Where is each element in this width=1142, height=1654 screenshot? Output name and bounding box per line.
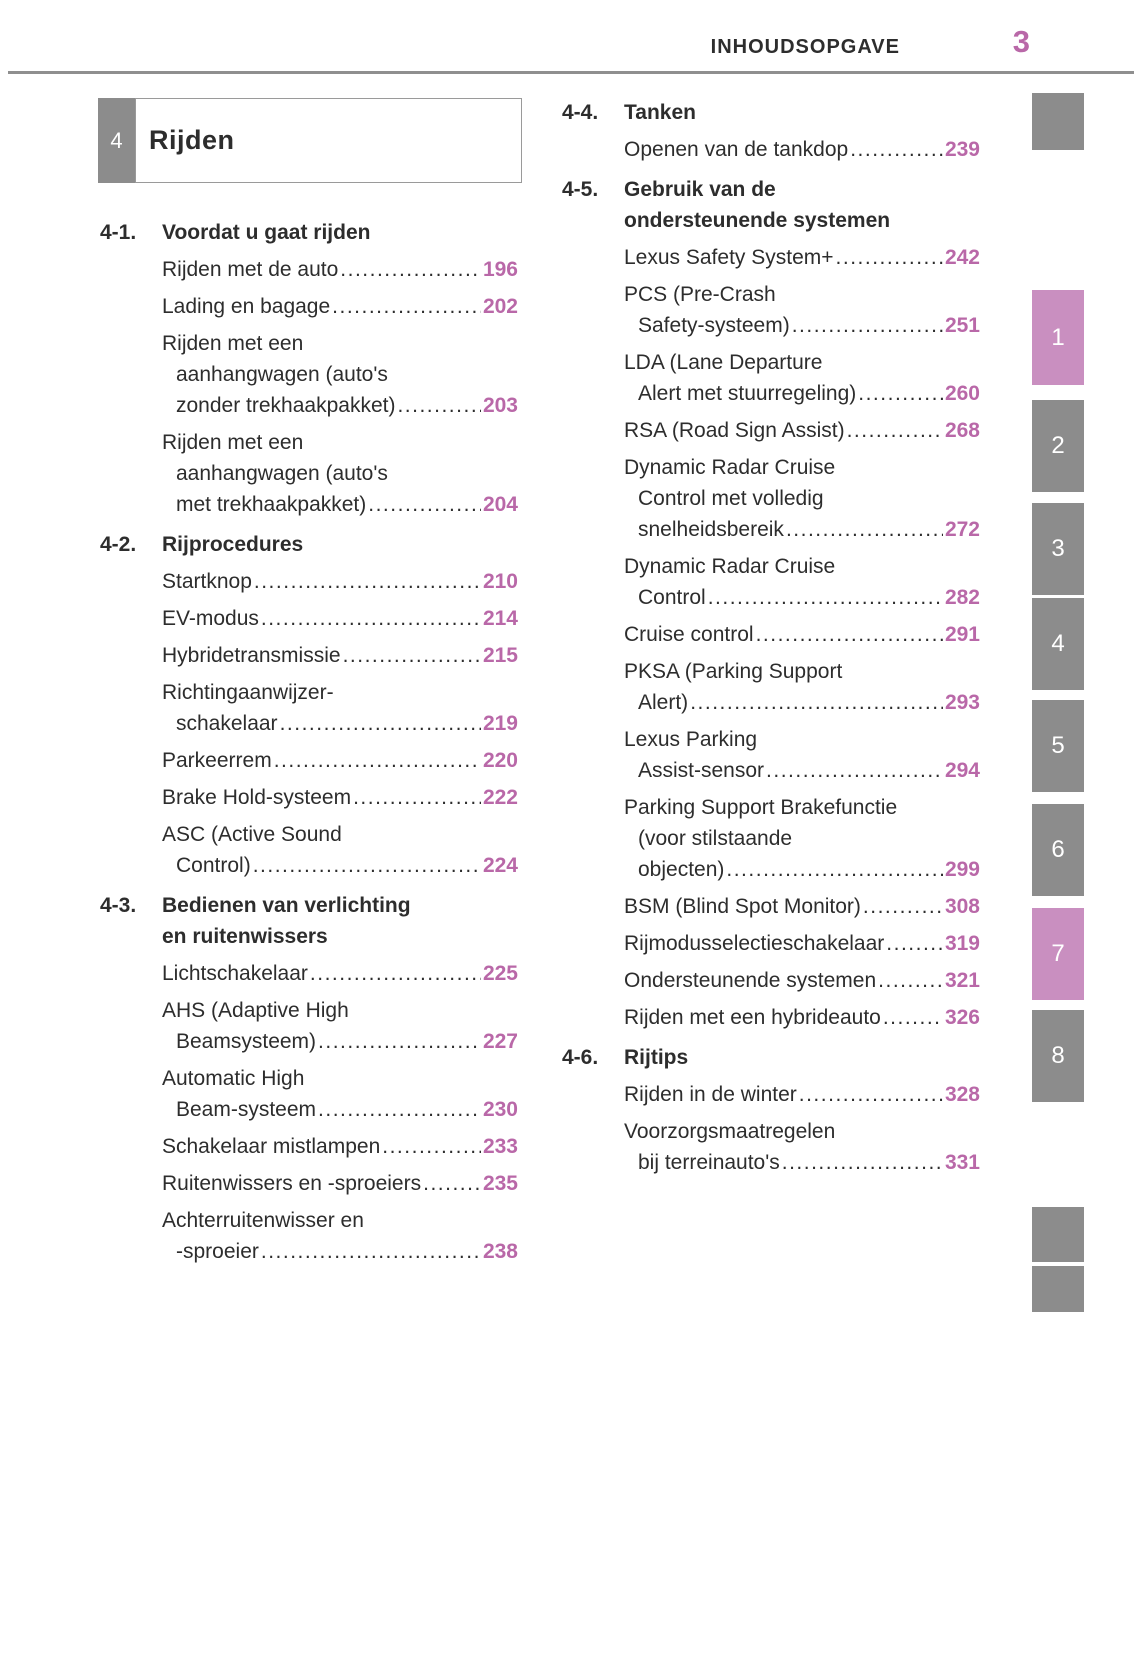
toc-items: [100, 566, 518, 881]
toc-entry-page: 203: [482, 394, 518, 417]
toc-entry-label: Beamsysteem): [176, 1030, 317, 1053]
toc-entry-label: Alert): [638, 691, 689, 714]
toc-entry-label: Brake Hold-systeem: [162, 786, 352, 809]
toc-entry-row: [624, 891, 980, 922]
toc-entry-page: 204: [482, 493, 518, 516]
dot-leader: [261, 1236, 481, 1267]
toc-entry-page: 220: [482, 749, 518, 772]
toc-entry: [624, 891, 980, 922]
toc-section-title-line: Rijtips: [624, 1046, 689, 1069]
toc-entry: [624, 965, 980, 996]
toc-entry: [162, 640, 518, 671]
toc-entry-label: Control): [176, 854, 251, 877]
toc-entry-row: [162, 1168, 518, 1199]
chapter-tab-3: 3: [1032, 503, 1084, 595]
toc-entry-row: [624, 514, 980, 545]
dot-leader: [253, 850, 481, 881]
toc-entry-label: Beam-systeem: [176, 1098, 317, 1121]
toc-entry: [624, 619, 980, 650]
dot-leader: [878, 965, 943, 996]
dot-leader: [847, 415, 943, 446]
toc-entry: [162, 1168, 518, 1199]
toc-entry: [162, 1205, 518, 1267]
toc-entry-label: Lading en bagage: [162, 295, 331, 318]
toc-section-title: [624, 174, 890, 236]
toc-entry-page: 239: [944, 138, 980, 161]
toc-section: [562, 1042, 980, 1178]
dot-leader: [863, 891, 943, 922]
toc-entry: [162, 1063, 518, 1125]
toc-entry: [624, 1079, 980, 1110]
toc-section-title-line: Gebruik van de: [624, 178, 776, 201]
dot-leader: [274, 745, 481, 776]
toc-section-heading: [100, 890, 518, 952]
toc-entry-page: 308: [944, 895, 980, 918]
dot-leader: [310, 958, 481, 989]
toc-entry-line: PCS (Pre-Crash: [624, 283, 776, 306]
toc-entry-row: [162, 390, 518, 421]
toc-entry-row: [162, 850, 518, 881]
toc-entry: [162, 291, 518, 322]
chapter-title: Rijden: [135, 98, 522, 183]
chapter-tab-blank: [1032, 1266, 1084, 1312]
dot-leader: [318, 1026, 481, 1057]
toc-section-heading: [562, 174, 980, 236]
toc-entry: [162, 566, 518, 597]
toc-section-number: 4-2.: [100, 533, 137, 556]
toc-section: [562, 174, 980, 1033]
toc-entry-page: 235: [482, 1172, 518, 1195]
dot-leader: [756, 619, 943, 650]
toc-section: [100, 529, 518, 881]
toc-entry-line: Rijden met een: [162, 431, 304, 454]
toc-entry-page: 214: [482, 607, 518, 630]
toc-entry-label: -sproeier: [176, 1240, 259, 1263]
toc-entry-label: EV-modus: [162, 607, 259, 630]
toc-entry: [162, 958, 518, 989]
toc-entry-label: Ondersteunende systemen: [624, 969, 877, 992]
chapter-tab-1: 1: [1032, 290, 1084, 385]
toc-section-title: [624, 1042, 688, 1073]
toc-entry-label: Rijden met de auto: [162, 258, 339, 281]
toc-entry: [624, 792, 980, 885]
toc-section-heading: [562, 1042, 980, 1073]
toc-entry-page: 196: [482, 258, 518, 281]
toc-entry-page: 210: [482, 570, 518, 593]
dot-leader: [858, 378, 943, 409]
toc-entry-line: aanhangwagen (auto's: [176, 462, 388, 485]
toc-entry-line: Dynamic Radar Cruise: [624, 456, 836, 479]
toc-entry-label: zonder trekhaakpakket): [176, 394, 396, 417]
toc-entry-label: schakelaar: [176, 712, 278, 735]
toc-entry-row: [624, 755, 980, 786]
toc-entry-line: Richtingaanwijzer-: [162, 681, 334, 704]
dot-leader: [786, 514, 943, 545]
toc-entry-page: 272: [944, 518, 980, 541]
toc-section: [562, 97, 980, 165]
toc-entry-row: [624, 310, 980, 341]
toc-entry-label: Parkeerrem: [162, 749, 272, 772]
toc-entry-page: 222: [482, 786, 518, 809]
toc-entry-line: ASC (Active Sound: [162, 823, 342, 846]
dot-leader: [280, 708, 481, 739]
dot-leader: [792, 310, 943, 341]
toc-section-title-line: en ruitenwissers: [162, 925, 328, 948]
toc-entry: [162, 995, 518, 1057]
dot-leader: [423, 1168, 481, 1199]
toc-entry-label: Assist-sensor: [638, 759, 765, 782]
toc-entry-row: [162, 958, 518, 989]
toc-entry: [624, 1002, 980, 1033]
chapter-tab-5: 5: [1032, 700, 1084, 792]
dot-leader: [368, 489, 481, 520]
toc-entry: [624, 724, 980, 786]
toc-section-number: 4-5.: [562, 178, 599, 201]
toc-entry: [624, 1116, 980, 1178]
toc-entry-row: [162, 254, 518, 285]
toc-entry-label: Control: [638, 586, 706, 609]
toc-entry: [624, 279, 980, 341]
toc-entry-row: [162, 1094, 518, 1125]
toc-entry-line: Rijden met een: [162, 332, 304, 355]
toc-entry-row: [162, 1026, 518, 1057]
chapter-tab-4: 4: [1032, 598, 1084, 690]
chapter-tab-6: 6: [1032, 804, 1084, 896]
toc-entry-label: Openen van de tankdop: [624, 138, 849, 161]
toc-entry-page: 224: [482, 854, 518, 877]
toc-entry-line: AHS (Adaptive High: [162, 999, 349, 1022]
chapter-tab-blank: [1032, 1207, 1084, 1262]
toc-entry-label: objecten): [638, 858, 725, 881]
toc-entry: [624, 551, 980, 613]
toc-entry: [162, 427, 518, 520]
dot-leader: [883, 1002, 943, 1033]
toc-entry-page: 328: [944, 1083, 980, 1106]
dot-leader: [261, 603, 481, 634]
toc-section-number: 4-6.: [562, 1046, 599, 1069]
chapter-heading: [98, 98, 522, 183]
toc-entry-row: [162, 566, 518, 597]
toc-entry-row: [162, 1131, 518, 1162]
toc-entry-page: 331: [944, 1151, 980, 1174]
toc-section-title: [624, 97, 696, 128]
toc-entry-line: Dynamic Radar Cruise: [624, 555, 836, 578]
page-number: 3: [1012, 24, 1030, 59]
toc-entry-label: Rijden in de winter: [624, 1083, 797, 1106]
dot-leader: [886, 928, 943, 959]
toc-entry: [162, 782, 518, 813]
chapter-tab-7: 7: [1032, 908, 1084, 1000]
toc-entry-label: snelheidsbereik: [638, 518, 784, 541]
toc-entry-line: LDA (Lane Departure: [624, 351, 823, 374]
toc-entry-label: Rijmodusselectieschakelaar: [624, 932, 885, 955]
toc-items: [100, 958, 518, 1267]
dot-leader: [397, 390, 480, 421]
toc-entry-row: [162, 745, 518, 776]
toc-section: [100, 217, 518, 520]
toc-entry-row: [624, 928, 980, 959]
toc-entry-line: (voor stilstaande: [638, 827, 793, 850]
toc-entry-line: Voorzorgsmaatregelen: [624, 1120, 836, 1143]
toc-section-title-line: Voordat u gaat rijden: [162, 221, 371, 244]
toc-entry: [162, 677, 518, 739]
toc-entry-page: 260: [944, 382, 980, 405]
toc-entry-page: 215: [482, 644, 518, 667]
toc-entry-row: [624, 854, 980, 885]
toc-entry-page: 282: [944, 586, 980, 609]
toc-entry-label: met trekhaakpakket): [176, 493, 367, 516]
toc-section-number: 4-1.: [100, 221, 137, 244]
toc-section: [100, 890, 518, 1267]
toc-entry-line: Lexus Parking: [624, 728, 758, 751]
toc-entry-row: [162, 489, 518, 520]
toc-entry-page: 299: [944, 858, 980, 881]
toc-entry-page: 321: [944, 969, 980, 992]
toc-entry-label: Schakelaar mistlampen: [162, 1135, 381, 1158]
toc-entry-page: 293: [944, 691, 980, 714]
dot-leader: [708, 582, 943, 613]
toc-entry: [624, 415, 980, 446]
toc-entry-page: 238: [482, 1240, 518, 1263]
toc-entry: [162, 819, 518, 881]
toc-entry: [624, 347, 980, 409]
toc-entry-row: [624, 619, 980, 650]
dot-leader: [690, 687, 943, 718]
toc-entry-row: [162, 708, 518, 739]
toc-section-number: 4-4.: [562, 101, 599, 124]
toc-entry-row: [624, 242, 980, 273]
toc-entry-label: BSM (Blind Spot Monitor): [624, 895, 861, 918]
toc-entry: [624, 928, 980, 959]
toc-entry-label: Startknop: [162, 570, 252, 593]
toc-entry: [624, 656, 980, 718]
toc-section-title: [162, 890, 411, 952]
toc-entry-row: [624, 582, 980, 613]
toc-entry-page: 225: [482, 962, 518, 985]
toc-entry-label: Lichtschakelaar: [162, 962, 308, 985]
dot-leader: [382, 1131, 481, 1162]
toc-column-left: [100, 208, 518, 1273]
toc-entry-row: [624, 1002, 980, 1033]
toc-items: [562, 134, 980, 165]
toc-items: [100, 254, 518, 520]
toc-section-title: [162, 217, 370, 248]
toc-entry-row: [624, 134, 980, 165]
toc-entry-row: [624, 965, 980, 996]
dot-leader: [799, 1079, 943, 1110]
toc-section-title: [162, 529, 303, 560]
toc-entry: [162, 1131, 518, 1162]
toc-entry-page: 227: [482, 1030, 518, 1053]
dot-leader: [340, 254, 481, 285]
toc-entry: [624, 134, 980, 165]
toc-entry-row: [624, 1147, 980, 1178]
toc-entry-label: Lexus Safety System+: [624, 246, 834, 269]
toc-section-title-line: Rijprocedures: [162, 533, 304, 556]
dot-leader: [850, 134, 943, 165]
dot-leader: [782, 1147, 943, 1178]
toc-entry-line: PKSA (Parking Support: [624, 660, 843, 683]
toc-entry-label: Cruise control: [624, 623, 754, 646]
chapter-tab-blank: [1032, 93, 1084, 150]
toc-section-heading: [562, 97, 980, 128]
toc-section-title-line: Tanken: [624, 101, 696, 124]
toc-entry-line: aanhangwagen (auto's: [176, 363, 388, 386]
toc-entry-page: 319: [944, 932, 980, 955]
chapter-tab-2: 2: [1032, 400, 1084, 492]
toc-entry-page: 202: [482, 295, 518, 318]
toc-entry-line: Automatic High: [162, 1067, 305, 1090]
toc-section-heading: [100, 529, 518, 560]
toc-entry-page: 326: [944, 1006, 980, 1029]
toc-entry: [162, 745, 518, 776]
toc-entry-row: [162, 603, 518, 634]
toc-entry-row: [624, 415, 980, 446]
toc-items: [562, 242, 980, 1033]
toc-entry-label: Ruitenwissers en -sproeiers: [162, 1172, 422, 1195]
toc-entry: [624, 242, 980, 273]
toc-entry-page: 251: [944, 314, 980, 337]
dot-leader: [254, 566, 481, 597]
toc-entry-line: Achterruitenwisser en: [162, 1209, 364, 1232]
toc-section-title-line: ondersteunende systemen: [624, 209, 891, 232]
toc-entry-label: Alert met stuurregeling): [638, 382, 857, 405]
toc-section-heading: [100, 217, 518, 248]
toc-entry: [624, 452, 980, 545]
dot-leader: [766, 755, 943, 786]
dot-leader: [332, 291, 481, 322]
toc-entry-page: 294: [944, 759, 980, 782]
toc-entry-row: [162, 640, 518, 671]
toc-entry-label: Safety-systeem): [638, 314, 790, 337]
toc-entry-page: 291: [944, 623, 980, 646]
page-header-title: INHOUDSOPGAVE: [710, 36, 900, 58]
toc-entry-line: Control met volledig: [638, 487, 824, 510]
toc-section-number: 4-3.: [100, 894, 137, 917]
toc-entry-label: RSA (Road Sign Assist): [624, 419, 845, 442]
toc-column-right: [562, 88, 980, 1184]
toc-section-title-line: Bedienen van verlichting: [162, 894, 411, 917]
toc-entry-label: Hybridetransmissie: [162, 644, 341, 667]
toc-entry-page: 268: [944, 419, 980, 442]
header-rule: [8, 71, 1134, 74]
toc-entry-page: 219: [482, 712, 518, 735]
dot-leader: [343, 640, 481, 671]
toc-entry-page: 230: [482, 1098, 518, 1121]
toc-entry-row: [624, 1079, 980, 1110]
chapter-number-tab: 4: [98, 98, 135, 183]
dot-leader: [353, 782, 481, 813]
toc-entry-row: [624, 378, 980, 409]
toc-entry-page: 233: [482, 1135, 518, 1158]
toc-entry: [162, 254, 518, 285]
toc-entry-line: Parking Support Brakefunctie: [624, 796, 898, 819]
dot-leader: [318, 1094, 481, 1125]
toc-entry-row: [624, 687, 980, 718]
toc-entry: [162, 328, 518, 421]
toc-entry-row: [162, 291, 518, 322]
dot-leader: [726, 854, 943, 885]
dot-leader: [836, 242, 943, 273]
toc-entry-page: 242: [944, 246, 980, 269]
toc-entry-row: [162, 1236, 518, 1267]
toc-items: [562, 1079, 980, 1178]
chapter-tab-8: 8: [1032, 1010, 1084, 1102]
toc-entry-row: [162, 782, 518, 813]
toc-entry-label: Rijden met een hybrideauto: [624, 1006, 881, 1029]
toc-entry-label: bij terreinauto's: [638, 1151, 780, 1174]
toc-entry: [162, 603, 518, 634]
